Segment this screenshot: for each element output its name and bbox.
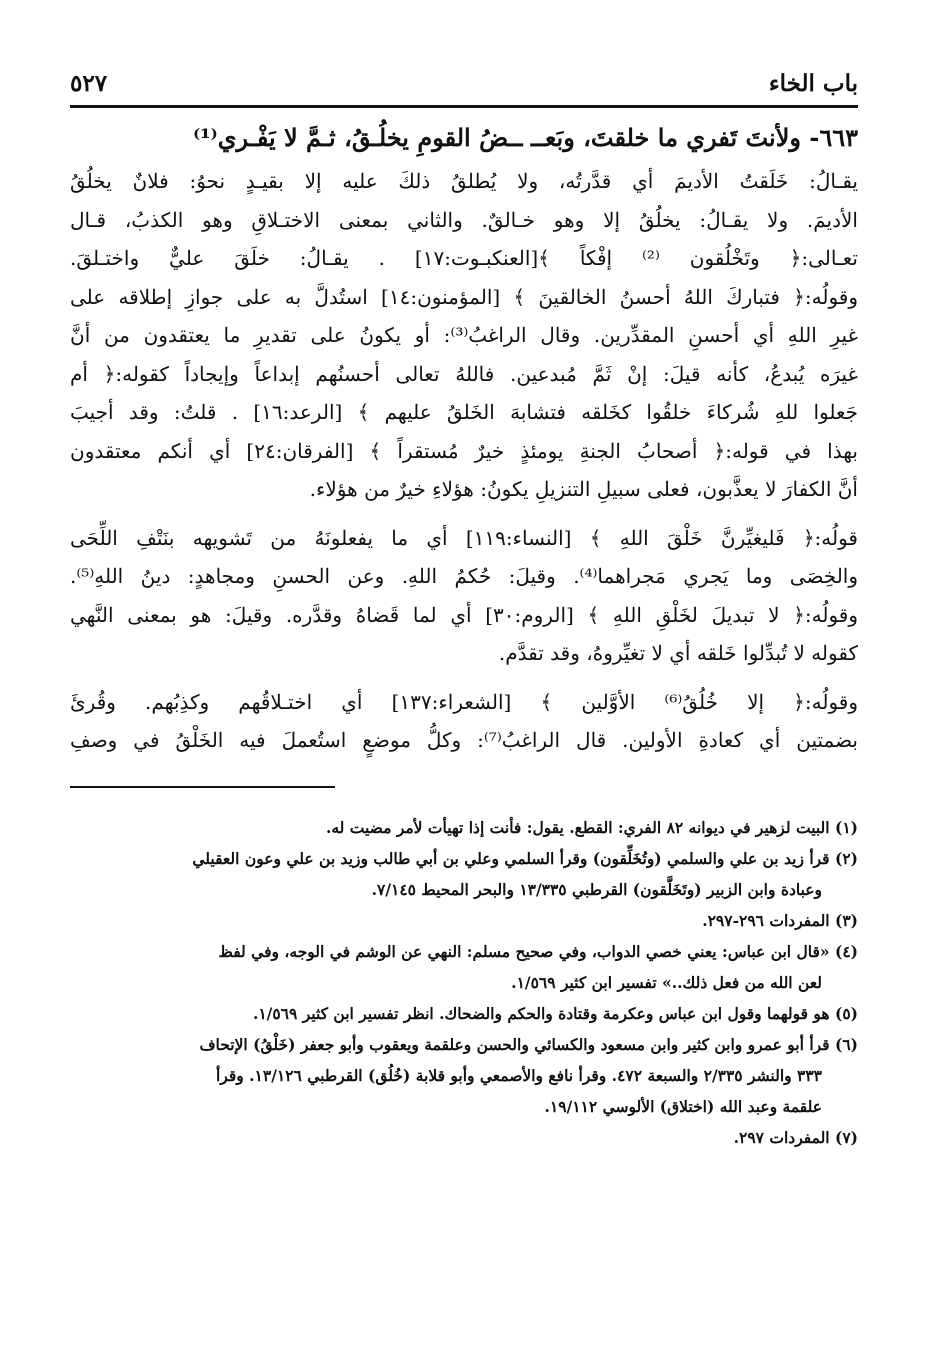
page-header <box>70 70 858 108</box>
text-line: جَعلوا للهِ شُركاءَ خلقُوا كخَلقه فتشابهَ الخَلقُ عليهم ﴾ [الرعد:١٦] . قلتُ: وقد أجيبَ <box>70 400 858 424</box>
page-number: ٥٢٧ <box>70 70 108 97</box>
footnotes <box>70 812 858 1153</box>
footnote-line: علقمة وعبد الله (اختلاق) الألوسي ١٩/١١٢. <box>544 1096 822 1116</box>
footnote-line: (٢) قرأ زيد بن علي والسلمي (وتُخَلِّقون) وقرأ السلمي وعلي بن أبي طالب وزيد بن علي وعون العقيلي <box>192 848 858 868</box>
footnote-line: (٥) هو قولهما وقول ابن عباس وعكرمة وقتادة والحكم والضحاك. انظر تفسير ابن كثير ١/٥٦٩. <box>252 1003 858 1023</box>
footnote-line: (٧) المفردات ٢٩٧. <box>733 1127 858 1147</box>
footnote-line: (٤) «قال ابن عباس: يعني خصي الدواب، وفي صحيح مسلم: النهي عن الوشم في الوجه، وفي لفظ <box>218 941 858 961</box>
text-line: وقولُه:﴿ إلا خُلُقُ⁽⁶⁾ الأوَّلين ﴾ [الشعراء:١٣٧] أي اختـلاقُهم وكذِبُهم. وقُرئَ <box>70 689 858 714</box>
footnote-line: (١) البيت لزهير في ديوانه ٨٢ الفري: القطع. يقول: فأنت إذا تهيأت لأمر مضيت له. <box>325 817 858 837</box>
text-line: وقولُه:﴿ فتباركَ اللهُ أحسنُ الخالقينَ ﴾ [المؤمنون:١٤] استُدلَّ به على جوازِ إطلاقه على <box>70 284 858 309</box>
text-line: وقولُه:﴿ لا تبديلَ لخَلْقِ اللهِ ﴾ [الروم:٣٠] أي لما قَضاهُ وقدَّره. وقيلَ: هو بمعنى النَّهي <box>70 602 858 627</box>
text-line: تعـالى:﴿ وتَخْلُقون ⁽²⁾ إفْكاً ﴾[العنكبـوت:١٧] . يقـالُ: خلَقَ عليٌّ واختـلقَ. <box>70 246 858 270</box>
footnote-line: (٦) قرأ أبو عمرو وابن كثير وابن مسعود والكسائي والحسن وعلقمة ويعقوب وأبو جعفر (خَلْقُ) الإتحاف <box>199 1034 858 1054</box>
text-line: الأديمَ. ولا يقـالُ: يخلُقُ إلا وهو خـالقٌ. والثاني بمعنى الاختـلاقِ وهو الكذبُ، قـال <box>70 207 858 232</box>
footnote-line: وعبادة وابن الزبير (وتَخَلَّقون) القرطبي ١٣/٣٣٥ والبحر المحيط ٧/١٤٥. <box>371 879 822 899</box>
text-line: والخِصَى وما يَجري مَجراهما⁽⁴⁾. وقيلَ: حُكمُ اللهِ. وعن الحسنِ ومجاهدٍ: دينُ اللهِ⁽⁵⁾. <box>70 564 858 588</box>
footnote-line: لعن الله من فعل ذلك..» تفسير ابن كثير ١/٥٦٩. <box>511 972 822 992</box>
paragraph-3 <box>70 683 858 760</box>
text-line: بضمتين أي كعادةِ الأولين. قال الراغبُ⁽⁷⁾: وكلُّ موضعٍ استُعملَ فيه الخَلْقُ في وصفِ <box>70 728 858 752</box>
paragraph-1 <box>70 162 858 509</box>
footnote-separator <box>70 786 335 788</box>
text-line: أنَّ الكفارَ لا يعذَّبون، فعلى سبيلِ التنزيلِ يكونُ: هؤلاءِ خيرٌ من هؤلاء. <box>309 477 858 501</box>
text-line: يقـالُ: خَلَقتُ الأديمَ أي قدَّرتُه، ولا يُطلقُ ذلكَ عليه إلا بقيـدٍ نحوُ: فلانٌ يخلُقُ <box>70 169 858 193</box>
text-line: بهذا في قوله:﴿ أصحابُ الجنةِ يومئذٍ خيرٌ مُستقراً ﴾ [الفرقان:٢٤] أي أنكم معتقدون <box>70 438 858 463</box>
chapter-title: باب الخاء <box>768 70 858 97</box>
footnote-line: ٣٣٣ والنشر ٢/٣٣٥ والسبعة ٤٧٢. وقرأ نافع والأصمعي وأبو قلابة (خُلُق) القرطبي ١٣/١٢٦. وقرأ <box>216 1065 822 1085</box>
entry-verse: ٦٦٣- ولأنتَ تَفري ما خلقتَ، وبَعــ ــضُ القومِ يخلُـقُ، ثـمَّ لا يَفْـري⁽¹⁾ <box>192 123 858 152</box>
text-line: غيرِ اللهِ أي أحسنِ المقدِّرين. وقال الراغبُ⁽³⁾: أو يكونُ على تقديرِ ما يعتقدون من أنَّ <box>70 323 858 347</box>
footnote-line: (٣) المفردات ٢٩٦-٢٩٧. <box>702 910 858 930</box>
paragraph-2 <box>70 519 858 673</box>
text-line: كقوله لا تُبدِّلوا خَلقه أي لا تغيِّروهُ، وقد تقدَّم. <box>498 641 858 665</box>
text-line: قولُه:﴿ فَليغيِّرنَّ خَلْقَ اللهِ ﴾ [النساء:١١٩] أي ما يفعلونَهُ من تَشويهه بنَتْفِ اللِّحَى <box>70 525 858 550</box>
book-page <box>70 70 858 1153</box>
text-line: غيرَه يُبدعُ، كأنه قيلَ: إنْ ثَمَّ مُبدعين. فاللهُ تعالى أحسنُهم إبداعاً وإيجاداً كقوله:﴿ أم <box>70 361 858 386</box>
